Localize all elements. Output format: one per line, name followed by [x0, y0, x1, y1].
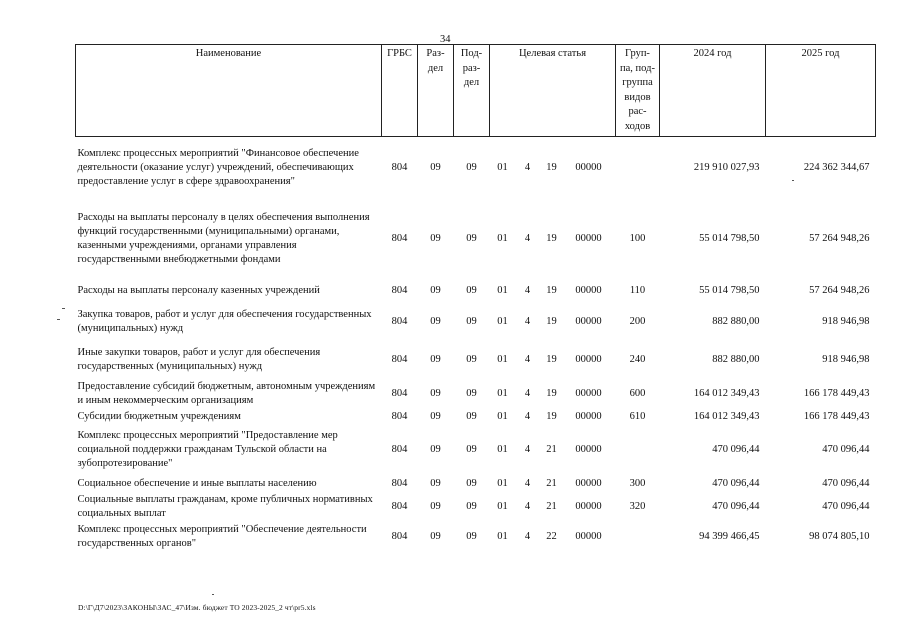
file-path-footer: D:\Г\Д7\2023\ЗАКОНЫ\ЗАС_47\Изм. бюджет ТО 2023-2025_2 чт\pr5.xls: [78, 603, 316, 612]
target-program: 01: [497, 410, 508, 422]
target-program: 01: [497, 161, 508, 173]
row-razdel: 09: [430, 530, 441, 542]
row-expense-group: 200: [629, 315, 646, 327]
target-complex: 22: [546, 530, 557, 542]
row-amount-2024: 882 880,00: [712, 353, 760, 365]
row-grbs: 804: [391, 161, 408, 173]
header-razdel: Раз- дел: [418, 45, 454, 137]
row-razdel: 09: [430, 353, 441, 365]
table-row: [76, 303, 876, 341]
row-amount-2025: 98 074 805,10: [809, 530, 870, 542]
scan-speck: [212, 594, 214, 595]
target-direction: 00000: [575, 315, 602, 327]
row-amount-2024: 470 096,44: [712, 477, 760, 489]
row-target-article: [490, 425, 616, 475]
row-expense-group: 320: [629, 500, 646, 512]
target-complex: 19: [546, 284, 557, 296]
row-name: Расходы на выплаты персоналу казенных учреждений: [77, 284, 320, 296]
row-name: Предоставление субсидий бюджетным, автономным учреждениям и иным некоммерческим организациям: [77, 380, 376, 406]
row-grbs: 804: [391, 477, 408, 489]
row-target-article: [490, 521, 616, 553]
row-grbs: 804: [391, 443, 408, 455]
row-name: Субсидии бюджетным учреждениям: [77, 410, 241, 422]
target-direction: 00000: [575, 232, 602, 244]
row-grbs: 804: [391, 232, 408, 244]
row-name: Иные закупки товаров, работ и услуг для обеспечения государственных (муниципальных) нужд: [77, 346, 321, 372]
row-target-article: [490, 137, 616, 199]
row-amount-2025: 470 096,44: [822, 477, 870, 489]
target-program: 01: [497, 477, 508, 489]
row-target-article: [490, 379, 616, 409]
row-expense-group: [616, 521, 660, 553]
row-amount-2024: 55 014 798,50: [699, 284, 760, 296]
page-number: 34: [440, 34, 451, 45]
row-amount-2024: 470 096,44: [712, 443, 760, 455]
row-amount-2024: 219 910 027,93: [693, 161, 760, 173]
row-podrazdel: 09: [466, 284, 477, 296]
table-row: [76, 521, 876, 553]
row-expense-group: 600: [629, 387, 646, 399]
target-direction: 00000: [575, 284, 602, 296]
header-podrazdel: Под- раз- дел: [454, 45, 490, 137]
target-type: 4: [524, 353, 531, 365]
target-complex: 21: [546, 477, 557, 489]
target-type: 4: [524, 530, 531, 542]
target-type: 4: [524, 387, 531, 399]
row-amount-2025: 470 096,44: [822, 443, 870, 455]
row-target-article: [490, 279, 616, 303]
row-target-article: [490, 303, 616, 341]
row-name: Социальное обеспечение и иные выплаты населению: [77, 477, 317, 489]
row-name: Комплекс процессных мероприятий "Предоставление мер социальной поддержки гражданам Тульской области на зубопротезирование": [77, 429, 338, 469]
target-program: 01: [497, 315, 508, 327]
row-podrazdel: 09: [466, 232, 477, 244]
row-target-article: [490, 475, 616, 493]
target-direction: 00000: [575, 410, 602, 422]
target-complex: 19: [546, 353, 557, 365]
row-expense-group: 110: [629, 284, 646, 296]
target-program: 01: [497, 500, 508, 512]
row-razdel: 09: [430, 161, 441, 173]
row-grbs: 804: [391, 500, 408, 512]
scan-speck: [57, 319, 60, 320]
row-grbs: 804: [391, 387, 408, 399]
row-razdel: 09: [430, 410, 441, 422]
target-complex: 19: [546, 387, 557, 399]
row-name: Социальные выплаты гражданам, кроме публичных нормативных социальных выплат: [77, 493, 373, 519]
row-razdel: 09: [430, 315, 441, 327]
row-name: Закупка товаров, работ и услуг для обеспечения государственных (муниципальных) нужд: [77, 308, 372, 334]
row-podrazdel: 09: [466, 477, 477, 489]
row-target-article: [490, 199, 616, 279]
table-row: [76, 137, 876, 199]
header-expense-group: Груп- па, под- группа видов рас- ходов: [616, 45, 660, 137]
target-direction: 00000: [575, 443, 602, 455]
row-target-article: [490, 493, 616, 521]
table-row: [76, 379, 876, 409]
target-complex: 19: [546, 315, 557, 327]
target-program: 01: [497, 530, 508, 542]
target-type: 4: [524, 410, 531, 422]
row-amount-2025: 166 178 449,43: [803, 387, 870, 399]
row-amount-2024: 164 012 349,43: [693, 387, 760, 399]
table-body: [76, 137, 876, 553]
table-header-row: [76, 45, 876, 137]
row-name: Расходы на выплаты персоналу в целях обеспечения выполнения функций государственными (муниципальными) органами, казенными учреждениями, органами управления государственными внебюджетными фондами: [77, 211, 370, 265]
row-amount-2025: 918 946,98: [822, 353, 870, 365]
target-direction: 00000: [575, 161, 602, 173]
target-program: 01: [497, 232, 508, 244]
row-amount-2025: 224 362 344,67: [803, 161, 870, 173]
scan-speck: [62, 308, 65, 309]
target-complex: 21: [546, 443, 557, 455]
row-razdel: 09: [430, 443, 441, 455]
header-name: Наименование: [76, 45, 382, 137]
header-grbs: ГРБС: [382, 45, 418, 137]
header-year-2025: 2025 год: [766, 45, 876, 137]
header-target-article: Целевая статья: [490, 45, 616, 137]
row-grbs: 804: [391, 530, 408, 542]
table-row: [76, 341, 876, 379]
row-expense-group: [616, 137, 660, 199]
row-expense-group: 100: [629, 232, 646, 244]
row-podrazdel: 09: [466, 410, 477, 422]
row-razdel: 09: [430, 387, 441, 399]
target-type: 4: [524, 315, 531, 327]
row-amount-2024: 55 014 798,50: [699, 232, 760, 244]
row-expense-group: 300: [629, 477, 646, 489]
target-complex: 19: [546, 161, 557, 173]
target-direction: 00000: [575, 353, 602, 365]
row-razdel: 09: [430, 284, 441, 296]
table-row: [76, 475, 876, 493]
row-target-article: [490, 409, 616, 425]
table-row: [76, 279, 876, 303]
row-amount-2025: 166 178 449,43: [803, 410, 870, 422]
row-podrazdel: 09: [466, 443, 477, 455]
target-direction: 00000: [575, 530, 602, 542]
target-type: 4: [524, 161, 531, 173]
row-name: Комплекс процессных мероприятий "Обеспечение деятельности государственных органов": [77, 523, 367, 549]
scan-speck: [792, 180, 794, 181]
row-amount-2025: 57 264 948,26: [809, 284, 870, 296]
row-podrazdel: 09: [466, 387, 477, 399]
table-row: [76, 425, 876, 475]
row-grbs: 804: [391, 284, 408, 296]
row-target-article: [490, 341, 616, 379]
budget-table-sheet: [75, 44, 875, 553]
target-complex: 19: [546, 410, 557, 422]
target-direction: 00000: [575, 387, 602, 399]
header-year-2024: 2024 год: [660, 45, 766, 137]
row-podrazdel: 09: [466, 353, 477, 365]
row-razdel: 09: [430, 500, 441, 512]
target-type: 4: [524, 284, 531, 296]
row-amount-2025: 918 946,98: [822, 315, 870, 327]
table-row: [76, 409, 876, 425]
row-podrazdel: 09: [466, 500, 477, 512]
row-podrazdel: 09: [466, 530, 477, 542]
row-expense-group: [616, 425, 660, 475]
target-direction: 00000: [575, 477, 602, 489]
target-type: 4: [524, 477, 531, 489]
row-amount-2024: 164 012 349,43: [693, 410, 760, 422]
target-type: 4: [524, 500, 531, 512]
row-razdel: 09: [430, 232, 441, 244]
row-expense-group: 240: [629, 353, 646, 365]
row-podrazdel: 09: [466, 161, 477, 173]
target-program: 01: [497, 387, 508, 399]
row-amount-2024: 94 399 466,45: [699, 530, 760, 542]
target-complex: 21: [546, 500, 557, 512]
row-grbs: 804: [391, 353, 408, 365]
table-row: [76, 493, 876, 521]
row-amount-2024: 470 096,44: [712, 500, 760, 512]
row-amount-2024: 882 880,00: [712, 315, 760, 327]
target-type: 4: [524, 443, 531, 455]
target-program: 01: [497, 284, 508, 296]
row-podrazdel: 09: [466, 315, 477, 327]
budget-table: [75, 44, 876, 553]
target-program: 01: [497, 443, 508, 455]
target-program: 01: [497, 353, 508, 365]
target-direction: 00000: [575, 500, 602, 512]
row-name: Комплекс процессных мероприятий "Финансовое обеспечение деятельности (оказание услуг) учреждений, обеспечивающих предоставление услуг в сфере здравоохранения": [77, 147, 359, 187]
row-grbs: 804: [391, 315, 408, 327]
table-row: [76, 199, 876, 279]
target-complex: 19: [546, 232, 557, 244]
row-razdel: 09: [430, 477, 441, 489]
target-type: 4: [524, 232, 531, 244]
row-grbs: 804: [391, 410, 408, 422]
row-amount-2025: 57 264 948,26: [809, 232, 870, 244]
row-amount-2025: 470 096,44: [822, 500, 870, 512]
row-expense-group: 610: [629, 410, 646, 422]
